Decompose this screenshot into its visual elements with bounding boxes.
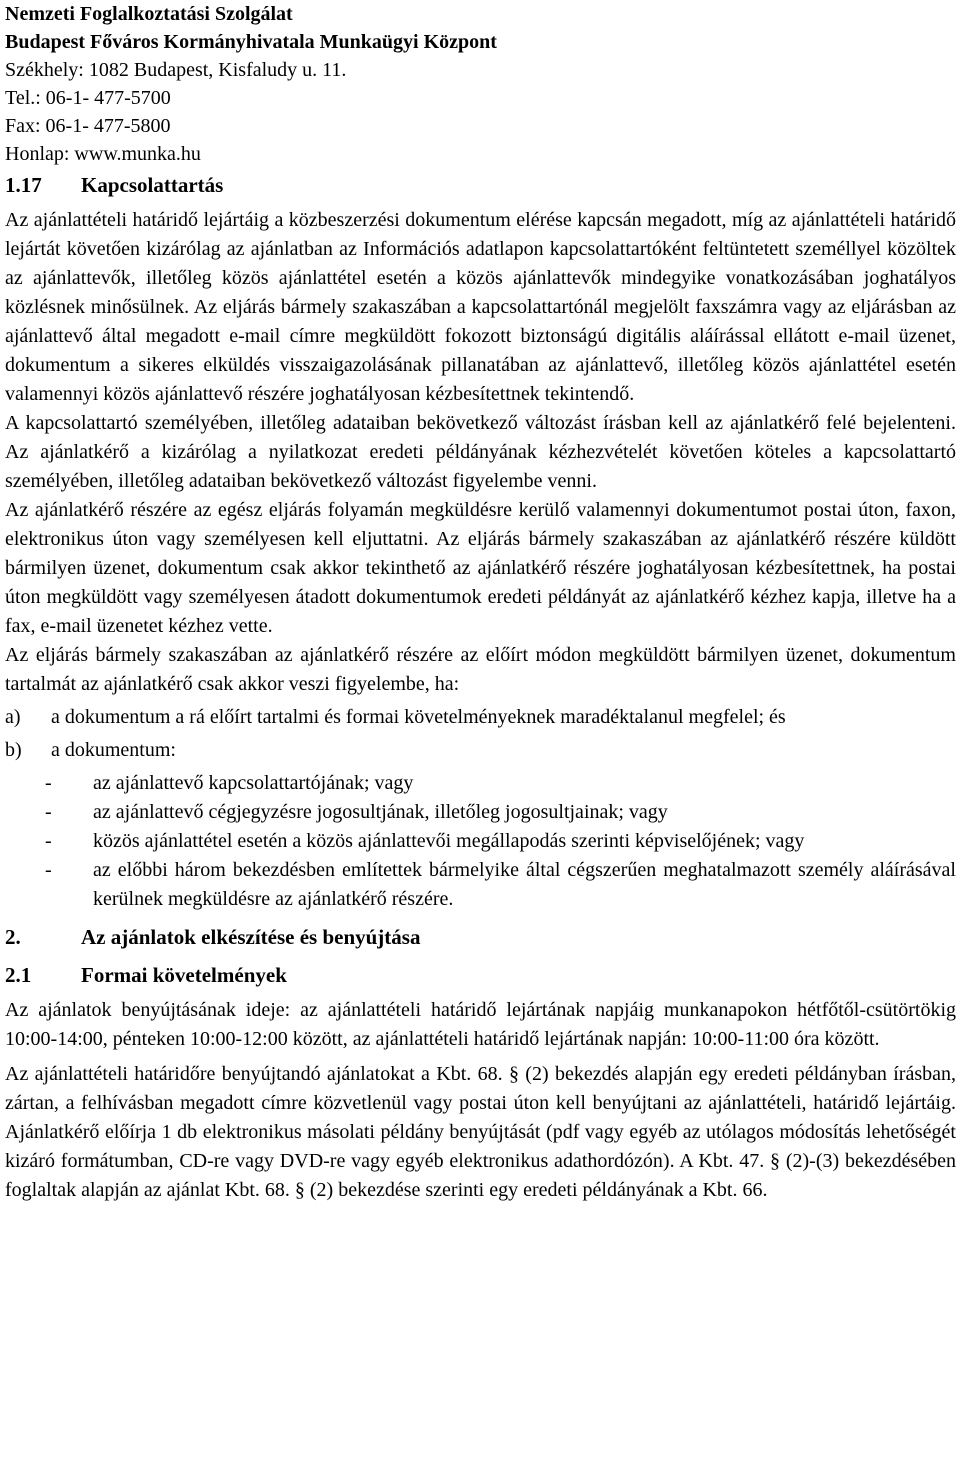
section-title: Az ajánlatok elkészítése és benyújtása xyxy=(81,925,421,949)
dash-mark: - xyxy=(45,801,52,823)
paragraph: A kapcsolattartó személyében, illetőleg adataiban bekövetkező változást írásban kell az ajánlatkérő felé bejelenteni. Az ajánlatkérő a kizárólag a nyilatkozat eredeti példányának kézhezvételét követően köteles a kapcsolattartó személyében, illetőleg adataiban bekövetkező változást figyelembe venni. xyxy=(5,412,956,492)
org-name: Nemzeti Foglalkoztatási Szolgálat xyxy=(5,3,293,25)
dash-mark: - xyxy=(45,859,52,881)
letterhead xyxy=(5,0,956,168)
fax-line: Fax: 06-1- 477-5800 xyxy=(5,115,171,137)
dash-text: az ajánlattevő kapcsolattartójának; vagy xyxy=(93,772,414,794)
dash-item xyxy=(45,827,956,856)
list-label: a) xyxy=(5,706,21,728)
paragraph: Az ajánlattételi határidő lejártáig a közbeszerzési dokumentum elérése kapcsán megadott, míg az ajánlattételi határidő lejártát követően kizárólag az ajánlatban az Információs adatlapon kapcsolattartóként feltüntetett személlyel közöltek az ajánlattevők, illetőleg közös ajánlattétel esetén a közös ajánlattevők mindegyike vonatkozásában joghatályos közlésnek minősülnek. Az eljárás bármely szakaszában a kapcsolattartónál megjelölt faxszámra vagy az eljárásban az ajánlattevő által megadott e-mail címre megküldött fokozott biztonságú digitális aláírással ellátott e-mail üzenet, dokumentum a sikeres elküldés visszaigazolásának pillanatában az ajánlattevő, illetőleg közös ajánlattétel esetén valamennyi közös ajánlattevő részére joghatályosan kézbesítettnek tekintendő. xyxy=(5,209,956,405)
paragraph: Az ajánlatkérő részére az egész eljárás folyamán megküldésre kerülő valamennyi dokumentumot postai úton, faxon, elektronikus úton vagy személyesen kell eljuttatni. Az eljárás bármely szakaszában az ajánlatkérő részére küldött bármilyen üzenet, dokumentum csak akkor tekinthető az ajánlatkérő részére joghatályosan kézbesítettnek, ha postai úton megküldött vagy személyesen átadott dokumentumok eredeti példányát az ajánlatkérő kézhez kapja, illetve ha a fax, e-mail üzenetet kézhez vette. xyxy=(5,499,956,637)
dash-item xyxy=(45,856,956,914)
office-name: Budapest Főváros Kormányhivatala Munkaügyi Központ xyxy=(5,31,497,53)
paragraph: Az eljárás bármely szakaszában az ajánlatkérő részére az előírt módon megküldött bármilyen üzenet, dokumentum tartalmát az ajánlatkérő csak akkor veszi figyelembe, ha: xyxy=(5,644,956,695)
dash-text: az ajánlattevő cégjegyzésre jogosultjának, illetőleg jogosultjainak; vagy xyxy=(93,801,668,823)
section-number: 2.1 xyxy=(5,963,32,987)
dash-item xyxy=(45,769,956,798)
section-number: 2. xyxy=(5,925,21,949)
dash-mark: - xyxy=(45,830,52,852)
paragraph: Az ajánlattételi határidőre benyújtandó ajánlatokat a Kbt. 68. § (2) bekezdés alapján egy eredeti példányban írásban, zártan, a felhívásban megadott címre közvetlenül vagy postai úton kell benyújtani az ajánlattételi, határidő lejártáig. Ajánlatkérő előírja 1 db elektronikus másolati példány benyújtását (pdf vagy egyéb az utólagos módosítás lehetőségét kizáró formátumban, CD-re vagy DVD-re vagy egyéb elektronikus adathordózón). A Kbt. 47. § (2)-(3) bekezdésében foglaltak alapján az ajánlat Kbt. 68. § (2) bekezdése szerinti egy eredeti példányának a Kbt. 66. xyxy=(5,1063,956,1201)
dash-item xyxy=(45,798,956,827)
list-text: a dokumentum a rá előírt tartalmi és formai követelményeknek maradéktalanul megfelel; és xyxy=(51,706,786,728)
section-2-heading xyxy=(5,922,956,952)
dash-mark: - xyxy=(45,772,52,794)
section-title: Kapcsolattartás xyxy=(81,173,224,197)
section-number: 1.17 xyxy=(5,173,42,197)
dash-text: közös ajánlattétel esetén a közös ajánlattevői megállapodás szerinti képviselőjének; vagy xyxy=(93,830,805,852)
list-item-b xyxy=(5,736,956,765)
list-text: a dokumentum: xyxy=(51,739,176,761)
address-line: Székhely: 1082 Budapest, Kisfaludy u. 11. xyxy=(5,59,347,81)
list-label: b) xyxy=(5,739,22,761)
section-1-17-heading xyxy=(5,170,956,200)
section-title: Formai követelmények xyxy=(81,963,287,987)
dash-text: az előbbi három bekezdésben említettek bármelyike által cégszerűen meghatalmazott személy aláírásával kerülnek megküldésre az ajánlatkérő részére. xyxy=(93,859,956,910)
list-item-a xyxy=(5,703,956,732)
section-2-1-heading xyxy=(5,960,956,990)
tel-line: Tel.: 06-1- 477-5700 xyxy=(5,87,171,109)
paragraph: Az ajánlatok benyújtásának ideje: az ajánlattételi határidő lejártának napjáig munkanapokon hétfőtől-csütörtökig 10:00-14:00, pénteken 10:00-12:00 között, az ajánlattételi határidő lejártának napján: 10:00-11:00 óra között. xyxy=(5,999,956,1050)
web-line: Honlap: www.munka.hu xyxy=(5,143,201,165)
